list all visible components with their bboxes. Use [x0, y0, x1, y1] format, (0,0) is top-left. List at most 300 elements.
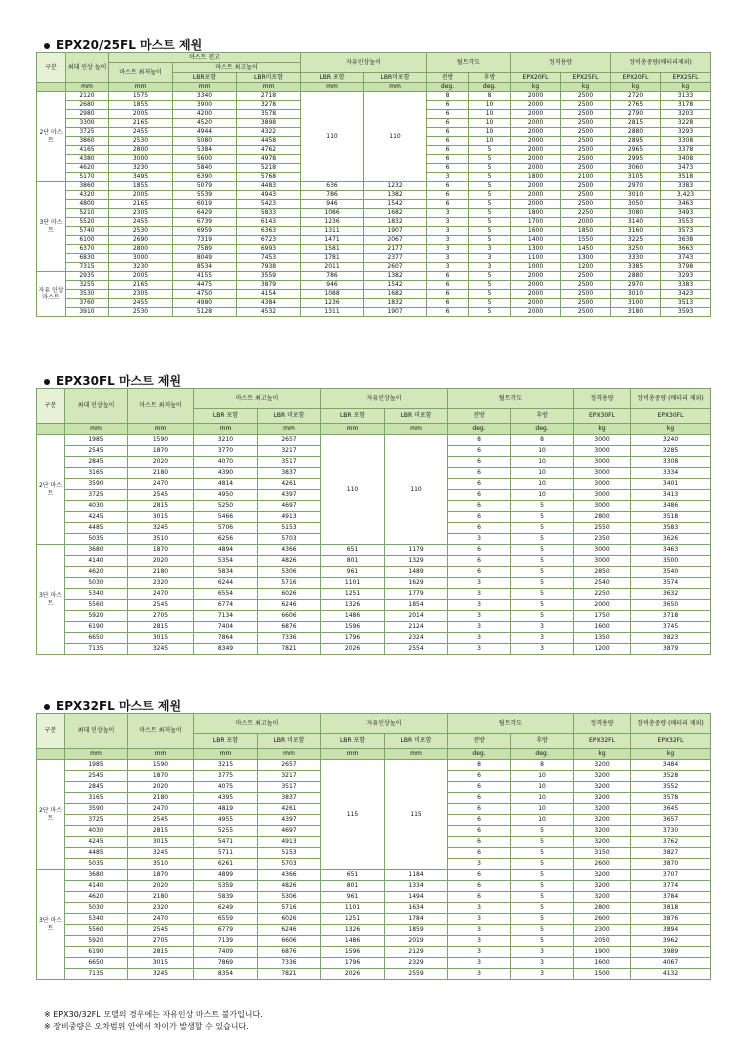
table-cell: 5539 [173, 191, 237, 200]
table-cell: 6 [448, 457, 511, 468]
table-cell: 4140 [65, 556, 128, 567]
table-cell: 5035 [65, 859, 128, 870]
table-cell: 4132 [631, 969, 711, 980]
table-cell: 5 [511, 523, 574, 534]
table-cell: 2005 [109, 272, 173, 281]
table-cell: 5 [469, 200, 511, 209]
table-cell: 8 [448, 435, 511, 446]
table-cell: 10 [511, 457, 574, 468]
header-lbr-inc: LBR포함 [173, 73, 237, 83]
table-cell: 7821 [258, 644, 321, 655]
table-cell: 2970 [611, 182, 661, 191]
table-cell: 2815 [128, 826, 194, 837]
table-cell: 3 [427, 209, 469, 218]
header-cap-epx25fl: EPX25FL [561, 73, 611, 83]
table-cell: 3000 [574, 556, 631, 567]
table-cell: 2600 [574, 914, 631, 925]
table-cell: 3 [448, 611, 511, 622]
table-cell: 3725 [65, 490, 128, 501]
table-cell: 5 [511, 589, 574, 600]
table-cell: 5340 [65, 914, 128, 925]
table-cell: 4483 [237, 182, 301, 191]
table-cell: 2559 [385, 969, 448, 980]
table-cell: 3340 [173, 92, 237, 101]
header-cap-model: EPX32FL [574, 734, 631, 749]
table-row [37, 556, 711, 567]
table-cell: 6100 [66, 236, 109, 245]
table-cell: 3626 [631, 534, 711, 545]
table-cell: 3308 [631, 457, 711, 468]
table-cell: 2120 [66, 92, 109, 101]
table-cell: 5 [511, 859, 574, 870]
table-cell: 6606 [258, 611, 321, 622]
table-cell: 1236 [301, 218, 364, 227]
table-row [37, 589, 711, 600]
table-cell: 3285 [631, 446, 711, 457]
table-cell: 2500 [561, 101, 611, 110]
table-cell: 2554 [385, 644, 448, 655]
table-cell: 4458 [237, 137, 301, 146]
table-cell: 5703 [258, 534, 321, 545]
header-weight-model: EPX30FL [631, 409, 711, 424]
table-cell: 3 [448, 969, 511, 980]
table-cell: 2000 [511, 191, 561, 200]
table-cell: 6 [427, 200, 469, 209]
table-cell: 5 [511, 914, 574, 925]
table-cell: 3513 [661, 299, 711, 308]
table-cell: 2320 [128, 578, 194, 589]
section-title-text: EPX32FL 마스트 제원 [56, 699, 182, 713]
table-cell: 786 [301, 272, 364, 281]
table-cell: 2165 [109, 119, 173, 128]
table-cell: 3140 [611, 218, 661, 227]
table-cell: 6 [448, 501, 511, 512]
table-cell: 2720 [611, 92, 661, 101]
header-weight-epx25fl: EPX25FL [661, 73, 711, 83]
table-cell: 1500 [574, 969, 631, 980]
table-cell: 7336 [258, 958, 321, 969]
bullet-icon [44, 704, 50, 710]
table-cell: 4397 [258, 490, 321, 501]
table-cell: 6 [448, 490, 511, 501]
table-cell: 10 [469, 128, 511, 137]
unit-cell: kg [561, 83, 611, 92]
table-cell: 5359 [194, 881, 258, 892]
unit-cell: kg [631, 749, 711, 760]
table-cell: 6 [427, 101, 469, 110]
table-cell: 1000 [511, 263, 561, 272]
table-cell: 651 [321, 870, 385, 881]
table-cell: 5560 [65, 600, 128, 611]
unit-cell: deg. [511, 424, 574, 435]
table-cell: 3217 [258, 771, 321, 782]
table-cell: 4384 [237, 299, 301, 308]
table-cell: 3 [427, 173, 469, 182]
unit-cell: deg. [448, 424, 511, 435]
table-cell: 5030 [65, 578, 128, 589]
header-free-lift: 자유인상높이 [301, 53, 427, 73]
header-capacity: 정격용량 [574, 389, 631, 409]
unit-cell: mm [321, 749, 385, 760]
table-cell: 2000 [511, 299, 561, 308]
table-cell: 3818 [631, 903, 711, 914]
table-cell: 6739 [173, 218, 237, 227]
unit-cell-blank [37, 424, 65, 435]
header-fl-exc: LBR 미포함 [385, 409, 448, 424]
table-cell: 3730 [631, 826, 711, 837]
table-cell: 5 [469, 308, 511, 317]
unit-cell: mm [65, 749, 128, 760]
table-cell: 2470 [128, 589, 194, 600]
table-cell: 3408 [661, 155, 711, 164]
table-cell: 5 [511, 848, 574, 859]
table-cell: 1179 [385, 545, 448, 556]
table-row [37, 209, 711, 218]
table-cell: 1382 [364, 272, 427, 281]
table-cell: 5840 [173, 164, 237, 173]
table-cell: 5 [511, 881, 574, 892]
table-cell: 3860 [66, 182, 109, 191]
table-cell: 6246 [258, 600, 321, 611]
table-cell: 4155 [173, 272, 237, 281]
table-cell: 3837 [258, 793, 321, 804]
table-cell: 2455 [109, 218, 173, 227]
footnotes [44, 1009, 263, 1033]
table-cell: 5170 [66, 173, 109, 182]
table-cell: 3463 [661, 200, 711, 209]
table-cell: 4819 [194, 804, 258, 815]
table-cell: 3 [427, 263, 469, 272]
table-cell: 5 [469, 290, 511, 299]
table-cell: 2000 [511, 200, 561, 209]
table-cell: 4620 [66, 164, 109, 173]
table-cell: 6779 [194, 925, 258, 936]
header-fl-inc: LBR 포함 [301, 73, 364, 83]
table-cell: 5520 [66, 218, 109, 227]
table-cell: 3 [448, 600, 511, 611]
table-cell: 3 [511, 633, 574, 644]
table-cell: 3165 [65, 468, 128, 479]
table-cell: 4814 [194, 479, 258, 490]
table-cell: 3 [448, 644, 511, 655]
table-cell: 6 [448, 782, 511, 793]
table-cell: 3718 [631, 611, 711, 622]
table-cell: 5 [469, 146, 511, 155]
table-cell: 1700 [511, 218, 561, 227]
header-lbr-exc: LBR 미포함 [258, 734, 321, 749]
header-fl-inc: LBR 포함 [321, 734, 385, 749]
group-label: 2단 마스트 [37, 435, 65, 545]
table-cell: 2129 [385, 947, 448, 958]
table-cell: 2545 [128, 925, 194, 936]
table-cell: 4955 [194, 815, 258, 826]
table-cell: 5716 [258, 903, 321, 914]
header-lbr-exc: LBR 미포함 [258, 409, 321, 424]
table-cell: 5600 [173, 155, 237, 164]
table-cell: 5306 [258, 567, 321, 578]
table-cell: 1232 [364, 182, 427, 191]
table-cell: 3383 [661, 281, 711, 290]
table-cell: 2470 [128, 914, 194, 925]
table-cell: 7336 [258, 633, 321, 644]
table-cell: 1596 [321, 622, 385, 633]
table-cell: 5079 [173, 182, 237, 191]
table-cell: 1311 [301, 227, 364, 236]
table-cell: 5 [511, 512, 574, 523]
header-free-lift: 자유인상높이 [321, 389, 448, 409]
table-cell: 6190 [65, 622, 128, 633]
table-cell: 3894 [631, 925, 711, 936]
unit-cell: deg. [469, 83, 511, 92]
unit-cell: mm [258, 749, 321, 760]
table-cell: 786 [301, 191, 364, 200]
table-cell: 1489 [385, 567, 448, 578]
table-cell: 3 [448, 859, 511, 870]
table-cell: 3770 [194, 446, 258, 457]
table-cell: 5384 [173, 146, 237, 155]
table-cell: 3200 [574, 870, 631, 881]
table-cell: 3 [427, 254, 469, 263]
table-cell: 5 [511, 545, 574, 556]
table-cell: 6 [427, 146, 469, 155]
table-cell: 1859 [385, 925, 448, 936]
header-capacity: 정격용량 [511, 53, 611, 73]
table-cell: 3663 [661, 245, 711, 254]
free-lift-merged-cell: 110 [321, 435, 385, 545]
header-tilt-front: 전방 [448, 734, 511, 749]
table-cell: 2000 [511, 155, 561, 164]
table-cell: 10 [469, 137, 511, 146]
table-cell: 5 [511, 534, 574, 545]
table-cell: 4261 [258, 804, 321, 815]
header-lbr-exc: LBR미포함 [237, 73, 301, 83]
table-cell: 3250 [611, 245, 661, 254]
table-cell: 5834 [194, 567, 258, 578]
table-cell: 3200 [574, 760, 631, 771]
table-cell: 3590 [65, 479, 128, 490]
table-cell: 3000 [574, 479, 631, 490]
table-cell: 6774 [194, 600, 258, 611]
table-cell: 3 [448, 633, 511, 644]
table-cell: 2540 [574, 578, 631, 589]
unit-cell: kg [631, 424, 711, 435]
unit-cell: mm [237, 83, 301, 92]
table-cell: 2690 [109, 236, 173, 245]
table-cell: 4899 [194, 870, 258, 881]
table-cell: 3245 [128, 523, 194, 534]
table-cell: 6 [448, 479, 511, 490]
table-cell: 4826 [258, 556, 321, 567]
table-cell: 4395 [194, 793, 258, 804]
table-cell: 6190 [65, 947, 128, 958]
table-cell: 3774 [631, 881, 711, 892]
table-cell: 3000 [109, 254, 173, 263]
table-cell: 3180 [611, 308, 661, 317]
header-max-lift: 최대 인상 높이 [66, 53, 109, 83]
table-cell: 6429 [173, 209, 237, 218]
table-cell: 4980 [173, 299, 237, 308]
table-cell: 2470 [128, 479, 194, 490]
table-cell: 6143 [237, 218, 301, 227]
table-cell: 10 [511, 446, 574, 457]
table-cell: 4485 [65, 848, 128, 859]
table-cell: 5466 [194, 512, 258, 523]
unit-cell: mm [385, 424, 448, 435]
table-row [37, 622, 711, 633]
table-cell: 3680 [65, 545, 128, 556]
table-cell: 3573 [661, 227, 711, 236]
table-cell: 5920 [65, 611, 128, 622]
table-row [37, 925, 711, 936]
table-cell: 5 [469, 227, 511, 236]
table-cell: 2000 [511, 92, 561, 101]
table-cell: 3725 [66, 128, 109, 137]
table-cell: 5839 [194, 892, 258, 903]
table-cell: 4944 [173, 128, 237, 137]
unit-cell: deg. [511, 749, 574, 760]
table-cell: 4075 [194, 782, 258, 793]
table-cell: 2019 [385, 936, 448, 947]
table-cell: 3900 [173, 101, 237, 110]
header-mast-max: 마스트 최고높이 [194, 389, 321, 409]
table-cell: 3638 [661, 236, 711, 245]
table-cell: 3000 [574, 446, 631, 457]
table-cell: 2545 [65, 446, 128, 457]
table-cell: 2000 [511, 164, 561, 173]
table-cell: 4322 [237, 128, 301, 137]
table-cell: 6 [427, 119, 469, 128]
table-cell: 2500 [561, 200, 611, 209]
table-cell: 3000 [574, 490, 631, 501]
table-cell: 7821 [258, 969, 321, 980]
table-cell: 1200 [561, 263, 611, 272]
table-cell: 4762 [237, 146, 301, 155]
table-cell: 3 [448, 914, 511, 925]
unit-cell: mm [128, 424, 194, 435]
table-cell: 3798 [661, 263, 711, 272]
table-cell: 636 [301, 182, 364, 191]
table-row [37, 236, 711, 245]
header-category: 구분 [37, 53, 66, 83]
table-cell: 3 [448, 925, 511, 936]
table-cell: 6 [448, 468, 511, 479]
table-cell: 8349 [194, 644, 258, 655]
header-mast-min: 마스트 최저높이 [109, 63, 173, 83]
header-weight: 장비총중량(배터리제외) [611, 53, 711, 73]
table-cell: 2530 [109, 227, 173, 236]
table-cell: 2180 [128, 468, 194, 479]
table-cell: 6249 [194, 903, 258, 914]
table-cell: 1101 [321, 578, 385, 589]
table-cell: 3743 [661, 254, 711, 263]
table-cell: 3080 [611, 209, 661, 218]
table-cell: 3300 [66, 119, 109, 128]
table-cell: 3240 [631, 435, 711, 446]
table-cell: 3210 [194, 435, 258, 446]
header-tilt: 틸트각도 [448, 389, 574, 409]
table-cell: 3762 [631, 837, 711, 848]
table-cell: 10 [511, 815, 574, 826]
table-cell: 3 [448, 622, 511, 633]
table-cell: 3015 [128, 633, 194, 644]
table-cell: 3 [448, 578, 511, 589]
table-cell: 1855 [109, 182, 173, 191]
table-cell: 4697 [258, 501, 321, 512]
table-cell: 3823 [631, 633, 711, 644]
table-row [37, 299, 711, 308]
table-cell: 1236 [301, 299, 364, 308]
table-cell: 2545 [65, 771, 128, 782]
table-cell: 1400 [511, 236, 561, 245]
table-cell: 2800 [574, 903, 631, 914]
table-row [37, 92, 711, 101]
table-cell: 2000 [511, 128, 561, 137]
table-cell: 5 [511, 837, 574, 848]
table-cell: 6 [427, 155, 469, 164]
table-cell: 4200 [173, 110, 237, 119]
table-cell: 2000 [511, 308, 561, 317]
table-cell: 6606 [258, 936, 321, 947]
table-cell: 1471 [301, 236, 364, 245]
table-cell: 1334 [385, 881, 448, 892]
table-cell: 3200 [574, 804, 631, 815]
table-cell: 6830 [66, 254, 109, 263]
table-cell: 3255 [66, 281, 109, 290]
table-cell: 5306 [258, 892, 321, 903]
header-cap-epx20fl: EPX20FL [511, 73, 561, 83]
table-cell: 5 [469, 173, 511, 182]
table-cell: 6 [427, 128, 469, 137]
table-cell: 5 [511, 936, 574, 947]
table-cell: 2500 [561, 290, 611, 299]
table-cell: 1311 [301, 308, 364, 317]
table-cell: 2500 [561, 299, 611, 308]
table-cell: 2500 [561, 92, 611, 101]
table-cell: 5218 [237, 164, 301, 173]
header-fl-exc: LBR미포함 [364, 73, 427, 83]
table-cell: 1575 [109, 92, 173, 101]
table-row [37, 308, 711, 317]
table-cell: 2000 [511, 290, 561, 299]
table-row [37, 191, 711, 200]
table-cell: 2067 [364, 236, 427, 245]
table-cell: 2020 [128, 457, 194, 468]
table-cell: 6 [448, 892, 511, 903]
table-cell: 5210 [66, 209, 109, 218]
table-cell: 3334 [631, 468, 711, 479]
table-cell: 4366 [258, 870, 321, 881]
table-cell: 3200 [574, 826, 631, 837]
table-cell: 3000 [574, 468, 631, 479]
table-cell: 3725 [65, 815, 128, 826]
header-mast-group: 마스트 전고 [109, 53, 301, 63]
table-cell: 3217 [258, 446, 321, 457]
table-cell: 1596 [321, 947, 385, 958]
section-title-epx32fl [44, 697, 181, 714]
table-row [37, 545, 711, 556]
free-lift-merged-cell: 110 [385, 435, 448, 545]
table-cell: 3200 [574, 815, 631, 826]
table-cell: 1832 [364, 299, 427, 308]
table-cell: 3228 [661, 119, 711, 128]
table-cell: 1850 [561, 227, 611, 236]
table-cell: 2680 [66, 101, 109, 110]
table-cell: 2980 [66, 110, 109, 119]
table-cell: 3962 [631, 936, 711, 947]
bullet-icon [44, 43, 50, 49]
table-cell: 6 [448, 793, 511, 804]
header-category: 구분 [37, 389, 65, 424]
